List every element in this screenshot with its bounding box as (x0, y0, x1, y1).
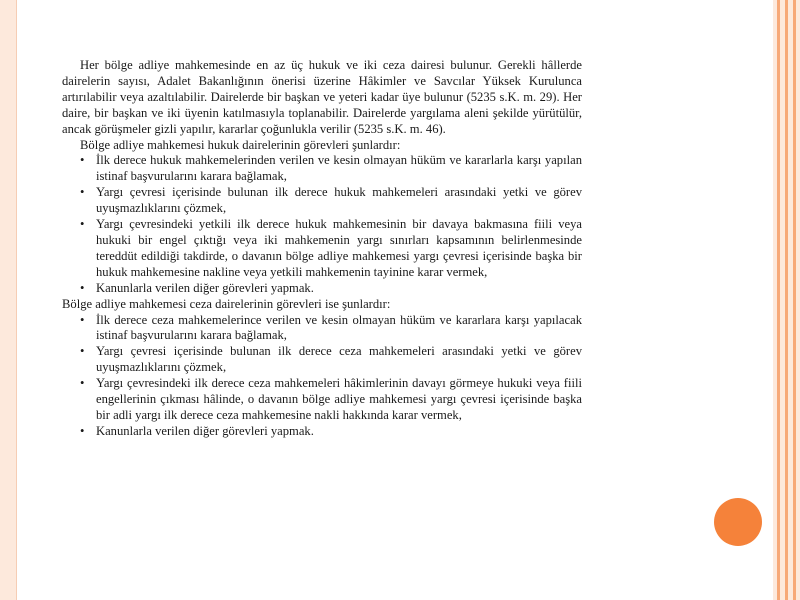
list-item-text: Kanunlarla verilen diğer görevleri yapmak. (96, 423, 314, 438)
criminal-heading: Bölge adliye mahkemesi ceza dairelerinin görevleri ise şunlardır: (62, 296, 391, 311)
left-decor-stripe (0, 0, 17, 600)
list-item (62, 185, 582, 217)
list-item-text: Kanunlarla verilen diğer görevleri yapmak. (96, 280, 314, 295)
bullet-icon: • (80, 153, 85, 168)
bullet-icon: • (80, 217, 85, 232)
bullet-icon: • (80, 344, 85, 359)
list-item-text: Yargı çevresi içerisinde bulunan ilk derece hukuk mahkemeleri arasındaki yetki ve görev uyuşmazlıklarını çözmek, (96, 185, 582, 216)
list-item-text: İlk derece hukuk mahkemelerinden verilen ve kesin olmayan hüküm ve kararlarla karşı yapılan istinaf başvurularını karara bağlamak, (96, 153, 582, 184)
list-item (62, 344, 582, 376)
orange-circle-decor (714, 498, 762, 546)
list-item (62, 313, 582, 345)
list-item (62, 217, 582, 281)
criminal-duties-list (62, 313, 582, 440)
intro-paragraph: Her bölge adliye mahkemesinde en az üç hukuk ve iki ceza dairesi bulunur. Gerekli hâllerde dairelerin sayısı, Adalet Bakanlığının önerisi üzerine Hâkimler ve Savcılar Yüksek Kurulunca artırılabilir veya azaltılabilir. Dairelerde bir başkan ve yeteri kadar üye bulunur (5235 s.K. m. 29). Her daire, bir başkan ve iki üyenin katılmasıyla toplanabilir. Dairelerde yargılama aleni şekilde yürütülür, ancak görüşmeler gizli yapılır, kararlar çoğunlukla verilir (5235 s.K. m. 46). (62, 58, 582, 136)
list-item-text: İlk derece ceza mahkemelerince verilen ve kesin olmayan hüküm ve kararlara karşı yapılacak istinaf başvurularını karara bağlamak, (96, 312, 582, 343)
document-body (62, 58, 582, 440)
right-stripe-line (777, 0, 780, 600)
bullet-icon: • (80, 376, 85, 391)
bullet-icon: • (80, 423, 85, 438)
list-item-text: Yargı çevresi içerisinde bulunan ilk derece ceza mahkemeleri arasındaki yetki ve görev uyuşmazlıklarını çözmek, (96, 344, 582, 375)
right-stripe-line (793, 0, 796, 600)
right-stripe-line (785, 0, 788, 600)
bullet-icon: • (80, 312, 85, 327)
bullet-icon: • (80, 185, 85, 200)
list-item (62, 281, 582, 297)
right-decor-stripes (773, 0, 800, 600)
list-item (62, 424, 582, 440)
list-item-text: Yargı çevresindeki ilk derece ceza mahkemeleri hâkimlerinin davayı görmeye hukuki veya fiili engellerinin çıkması hâlinde, o davanın bölge adliye mahkemesi yargı çevresi içerisinde başka bir adli yargı ilk derece ceza mahkemesine nakli hakkında karar vermek, (96, 376, 582, 422)
list-item (62, 153, 582, 185)
bullet-icon: • (80, 280, 85, 295)
civil-duties-list (62, 153, 582, 296)
list-item (62, 376, 582, 424)
list-item-text: Yargı çevresindeki yetkili ilk derece hukuk mahkemesinin bir davaya bakmasına fiili veya hukuki bir engel çıktığı veya iki mahkemenin yargı sınırları kapsamının belirlenmesinde tereddüt edildiği takdirde, o davanın bölge adliye mahkemesi yargı çevresi içerisinde başka bir hukuk mahkemesine nakline veya yetkili mahkemenin tayinine karar vermek, (96, 217, 582, 279)
civil-heading: Bölge adliye mahkemesi hukuk dairelerinin görevleri şunlardır: (80, 137, 401, 152)
